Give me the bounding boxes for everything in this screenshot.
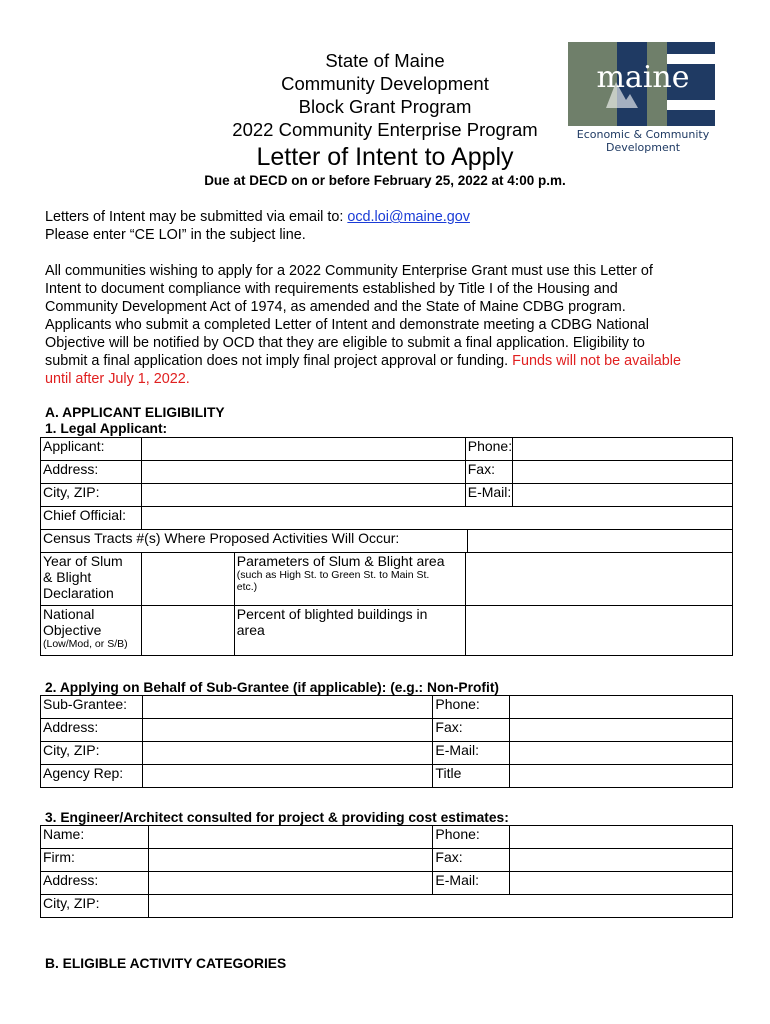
city-zip-label: City, ZIP: (41, 484, 142, 507)
section-a-heading: A. APPLICANT ELIGIBILITY (45, 405, 225, 420)
header-block (170, 49, 600, 141)
legal-applicant-table (40, 437, 733, 656)
percent-blighted-label (234, 606, 465, 656)
firm-label: Firm: (41, 849, 149, 872)
phone-field[interactable] (513, 438, 733, 461)
phone-label: Phone: (465, 438, 512, 461)
phone-label: Phone: (433, 826, 510, 849)
funds-warning-line-2: until after July 1, 2022. (45, 371, 190, 387)
year-slum-label (41, 553, 142, 606)
chief-official-field[interactable] (142, 507, 733, 530)
email-field[interactable] (513, 484, 733, 507)
maine-decd-logo (568, 42, 718, 157)
page-title: Letter of Intent to Apply (256, 143, 514, 171)
chief-official-label: Chief Official: (41, 507, 142, 530)
params-label (234, 553, 465, 606)
address-label: Address: (41, 461, 142, 484)
city-zip-label: City, ZIP: (41, 895, 149, 918)
intro-email (45, 208, 735, 244)
engineer-heading: 3. Engineer/Architect consulted for project & providing cost estimates: (45, 810, 509, 825)
sub-grantee-table (40, 695, 733, 788)
applicant-label: Applicant: (41, 438, 142, 461)
year-slum-line: Year of Slum (43, 553, 123, 569)
intro-subject-line: Please enter “CE LOI” in the subject line. (45, 227, 306, 243)
logo-caption-line: Development (605, 141, 681, 154)
percent-line: Percent of blighted buildings in (236, 606, 428, 622)
sub-grantee-label: Sub-Grantee: (41, 696, 143, 719)
national-objective-label (41, 606, 142, 656)
legal-applicant-heading: 1. Legal Applicant: (45, 421, 168, 436)
email-label: E-Mail: (433, 872, 510, 895)
title-field[interactable] (510, 765, 733, 788)
maine-logo-icon (568, 42, 718, 157)
year-slum-line: & Blight (43, 569, 92, 585)
params-field[interactable] (465, 553, 732, 606)
address-field[interactable] (142, 719, 433, 742)
year-slum-line: Declaration (43, 585, 114, 601)
intro-line: Intent to document compliance with requirements established by Title I of the Housing and (45, 281, 618, 297)
city-zip-label: City, ZIP: (41, 742, 143, 765)
applicant-field[interactable] (142, 438, 465, 461)
header-line: Community Development (281, 73, 489, 94)
logo-caption-line: Economic & Community (576, 128, 710, 141)
fax-field[interactable] (510, 849, 733, 872)
engineer-table (40, 825, 733, 918)
due-date: Due at DECD on or before February 25, 2022 at 4:00 p.m. (204, 173, 566, 188)
address-field[interactable] (142, 461, 465, 484)
email-label: E-Mail: (433, 742, 510, 765)
intro-line: Applicants who submit a completed Letter of Intent and demonstrate meeting a CDBG National (45, 317, 649, 333)
city-zip-field[interactable] (148, 895, 732, 918)
fax-field[interactable] (510, 719, 733, 742)
census-tracts-label: Census Tracts #(s) Where Proposed Activities Will Occur: (41, 530, 468, 553)
name-field[interactable] (148, 826, 433, 849)
agency-rep-label: Agency Rep: (41, 765, 143, 788)
params-note: (such as High St. to Green St. to Main St. (236, 569, 430, 581)
fax-label: Fax: (433, 719, 510, 742)
params-note: etc.) (236, 581, 258, 593)
national-note: (Low/Mod, or S/B) (43, 638, 128, 650)
census-tracts-field[interactable] (468, 530, 733, 553)
phone-label: Phone: (433, 696, 510, 719)
percent-blighted-field[interactable] (465, 606, 732, 656)
intro-line: Community Development Act of 1974, as amended and the State of Maine CDBG program. (45, 299, 626, 315)
address-label: Address: (41, 719, 143, 742)
phone-field[interactable] (510, 826, 733, 849)
intro-body (45, 262, 735, 388)
name-label: Name: (41, 826, 149, 849)
address-field[interactable] (148, 872, 433, 895)
phone-field[interactable] (510, 696, 733, 719)
intro-line: submit a final application does not imply final project approval or funding. (45, 353, 513, 369)
funds-warning: Funds will not be available (512, 353, 681, 369)
intro-line: All communities wishing to apply for a 2022 Community Enterprise Grant must use this Letter of (45, 263, 653, 279)
intro-email-prefix: Letters of Intent may be submitted via email to: (45, 209, 348, 225)
intro-line: Objective will be notified by OCD that they are eligible to submit a final application. Eligibility to (45, 335, 645, 351)
national-line: National (43, 606, 95, 622)
email-field[interactable] (510, 742, 733, 765)
national-line: Objective (43, 622, 102, 638)
header-line: State of Maine (325, 50, 445, 71)
email-label: E-Mail: (465, 484, 512, 507)
sub-grantee-field[interactable] (142, 696, 433, 719)
city-zip-field[interactable] (142, 742, 433, 765)
national-objective-field[interactable] (142, 606, 234, 656)
percent-line: area (236, 622, 265, 638)
fax-label: Fax: (465, 461, 512, 484)
title-label: Title (433, 765, 510, 788)
city-zip-field[interactable] (142, 484, 465, 507)
sub-grantee-heading: 2. Applying on Behalf of Sub-Grantee (if applicable): (e.g.: Non-Profit) (45, 680, 500, 695)
email-link[interactable]: ocd.loi@maine.gov (347, 209, 470, 225)
logo-wordmark: maine (596, 60, 690, 95)
fax-field[interactable] (513, 461, 733, 484)
address-label: Address: (41, 872, 149, 895)
email-field[interactable] (510, 872, 733, 895)
params-title: Parameters of Slum & Blight area (236, 553, 445, 569)
section-b-heading: B. ELIGIBLE ACTIVITY CATEGORIES (45, 956, 287, 971)
firm-field[interactable] (148, 849, 433, 872)
agency-rep-field[interactable] (142, 765, 433, 788)
fax-label: Fax: (433, 849, 510, 872)
header-line: Block Grant Program (298, 96, 472, 117)
header-line: 2022 Community Enterprise Program (232, 119, 538, 140)
year-slum-field[interactable] (142, 553, 234, 606)
